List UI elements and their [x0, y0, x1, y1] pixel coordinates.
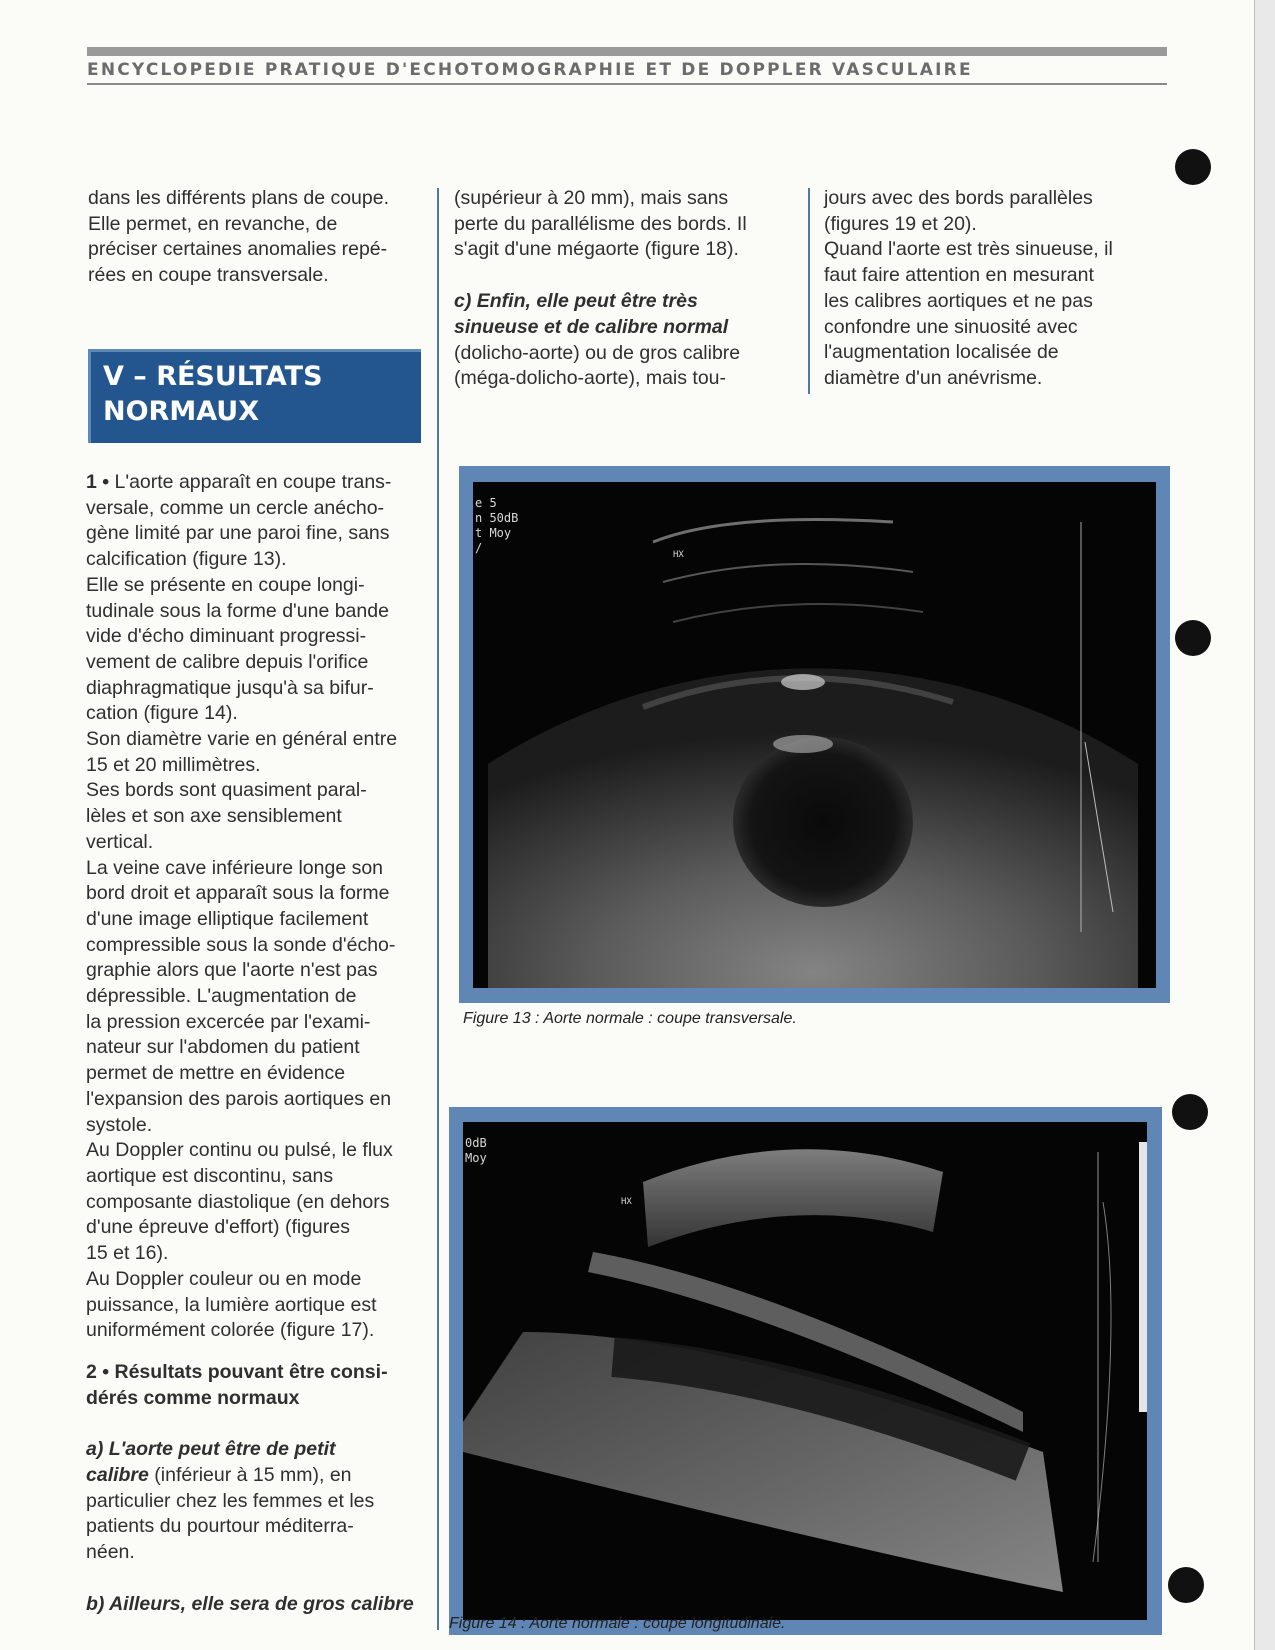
emphasis-line: b) Ailleurs, elle sera de gros calibre [86, 1592, 414, 1615]
section-heading [88, 349, 421, 443]
text-line: lèles et son axe sensiblement [86, 805, 342, 828]
emphasis-line: sinueuse et de calibre normal [454, 315, 729, 338]
overlay-line: t Moy [475, 526, 512, 540]
text-line: la pression excercée par l'exami- [86, 1010, 371, 1033]
text-line: gène limité par une paroi fine, sans [86, 522, 390, 545]
section-title [103, 359, 323, 429]
text-line: puissance, la lumière aortique est [86, 1293, 377, 1316]
text-line: vide d'écho diminuant progressi- [86, 625, 367, 648]
text-line: faut faire attention en mesurant [824, 264, 1094, 287]
text-line: Au Doppler couleur ou en mode [86, 1267, 362, 1290]
figure13-caption: Figure 13 : Aorte normale : coupe transversale. [463, 1010, 797, 1027]
overlay-line: 0dB [465, 1136, 487, 1150]
overlay-line: e 5 [475, 496, 497, 510]
figure13-marker: HX [673, 550, 684, 560]
header-bar [87, 47, 1167, 56]
text-line: 15 et 16). [86, 1242, 169, 1265]
text-line: Son diamètre varie en général entre [86, 728, 398, 751]
text-line: (dolicho-aorte) ou de gros calibre [454, 341, 741, 364]
text-line: Quand l'aorte est très sinueuse, il [824, 238, 1113, 261]
figure13-scan-drawing [473, 482, 1156, 988]
text-line: vement de calibre depuis l'orifice [86, 650, 369, 673]
text-line: particulier chez les femmes et les [86, 1489, 375, 1512]
text-line: rées en coupe transversale. [88, 264, 329, 287]
text-line: vertical. [86, 830, 154, 853]
emphasis-line: c) Enfin, elle peut être très [454, 290, 698, 313]
figure14-scan-drawing [463, 1122, 1147, 1620]
column2-text [454, 186, 796, 392]
running-header: ENCYCLOPEDIE PRATIQUE D'ECHOTOMOGRAPHIE ET DE DOPPLER VASCULAIRE [87, 60, 973, 80]
text-line: confondre une sinuosité avec [824, 315, 1078, 338]
text-line: bord droit et apparaît sous la forme [86, 882, 390, 905]
subheading-line: 2 • Résultats pouvant être consi- [86, 1360, 388, 1383]
text-line: composante diastolique (en dehors [86, 1190, 390, 1213]
text-line: perte du parallélisme des bords. Il [454, 212, 747, 235]
text-line: systole. [86, 1113, 153, 1136]
overlay-line: / [475, 541, 483, 555]
text-line: calcification (figure 13). [86, 548, 287, 571]
item-number: 1 • [86, 471, 110, 493]
text-line: La veine cave inférieure longe son [86, 856, 384, 879]
text-line: patients du pourtour méditerra- [86, 1515, 354, 1538]
emphasis-line: a) L'aorte peut être de petit [86, 1438, 336, 1461]
text-line: Elle se présente en coupe longi- [86, 573, 365, 596]
text-line: tudinale sous la forme d'une bande [86, 599, 389, 622]
text-line: diamètre d'un anévrisme. [824, 366, 1043, 389]
header-rule [87, 83, 1167, 85]
column-rule-1 [437, 188, 439, 1630]
text-line: s'agit d'une mégaorte (figure 18). [454, 238, 739, 261]
text-line: Au Doppler continu ou pulsé, le flux [86, 1139, 393, 1162]
text-line: uniformément colorée (figure 17). [86, 1319, 375, 1342]
subheading-line: dérés comme normaux [86, 1386, 300, 1409]
column1-intro [88, 186, 424, 289]
figure13-overlay-text [475, 496, 518, 556]
text-line: jours avec des bords parallèles [824, 187, 1093, 209]
section-title-line: NORMAUX [103, 396, 260, 427]
column3-text [824, 186, 1169, 392]
figure14-ultrasound-image [463, 1122, 1147, 1620]
text-line: diaphragmatique jusqu'à sa bifur- [86, 676, 374, 699]
text-line: (figures 19 et 20). [824, 212, 977, 235]
text-line: néen. [86, 1541, 135, 1564]
column1-lines [86, 496, 424, 1344]
text-line: dépressible. L'augmentation de [86, 985, 357, 1008]
text-line: graphie alors que l'aorte n'est pas [86, 959, 378, 982]
column-rule-2 [808, 188, 810, 394]
binder-hole-2 [1175, 620, 1211, 656]
text-line: permet de mettre en évidence [86, 1062, 346, 1085]
figure13-ultrasound-image [473, 482, 1156, 988]
text-line: L'aorte apparaît en coupe trans- [114, 471, 392, 493]
page-edge [1254, 0, 1275, 1650]
text-line: cation (figure 14). [86, 702, 238, 725]
binder-hole-1 [1175, 149, 1211, 185]
text-line: aortique est discontinu, sans [86, 1164, 334, 1187]
section-title-line: V – RÉSULTATS [103, 361, 323, 392]
text-line: Elle permet, en revanche, de [88, 212, 338, 235]
text-fragment: (inférieur à 15 mm), en [148, 1464, 352, 1487]
text-line: l'expansion des parois aortiques en [86, 1087, 392, 1110]
overlay-line: n 50dB [475, 511, 519, 525]
text-line: Ses bords sont quasiment paral- [86, 779, 367, 802]
column1-body [86, 470, 424, 1618]
text-line: versale, comme un cercle anécho- [86, 496, 385, 519]
text-line: dans les différents plans de coupe. [88, 187, 390, 209]
text-line: préciser certaines anomalies repé- [88, 238, 388, 261]
binder-hole-4 [1168, 1567, 1204, 1603]
text-line: d'une image elliptique facilement [86, 907, 369, 930]
overlay-line: Moy [465, 1151, 487, 1165]
text-line: l'augmentation localisée de [824, 341, 1059, 364]
text-line: nateur sur l'abdomen du patient [86, 1036, 360, 1059]
text-line: (méga-dolicho-aorte), mais tou- [454, 367, 727, 390]
figure14-caption: Figure 14 : Aorte normale : coupe longitudinale. [449, 1615, 786, 1632]
figure14-overlay-text [465, 1136, 487, 1166]
text-line: 15 et 20 millimètres. [86, 753, 261, 776]
text-line: d'une épreuve d'effort) (figures [86, 1216, 350, 1239]
text-line: compressible sous la sonde d'écho- [86, 933, 396, 956]
binder-hole-3 [1172, 1094, 1208, 1130]
emphasis-word: calibre [86, 1464, 149, 1487]
text-line: les calibres aortiques et ne pas [824, 289, 1093, 312]
figure14-marker: HX [621, 1197, 632, 1207]
text-line: (supérieur à 20 mm), mais sans [454, 187, 729, 209]
